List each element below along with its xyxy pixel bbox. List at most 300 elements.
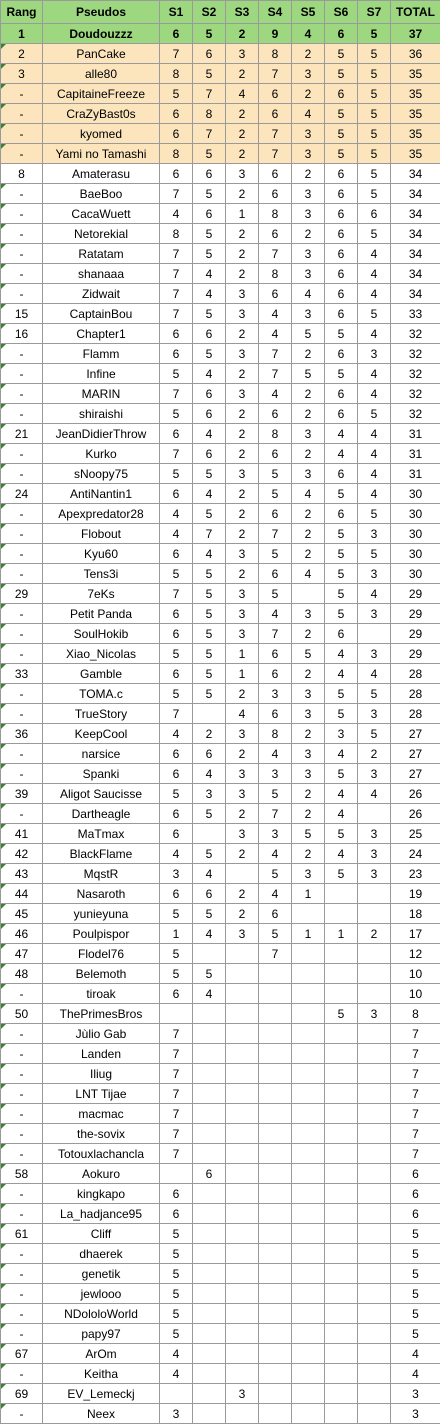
s2-cell	[193, 1244, 226, 1264]
pseudo-cell: Yami no Tamashi	[43, 144, 160, 164]
table-row	[1, 204, 440, 224]
pseudo-cell: Ratatam	[43, 244, 160, 264]
s2-cell: 6	[193, 1164, 226, 1184]
table-row	[1, 624, 440, 644]
table-row	[1, 1244, 440, 1264]
table-row	[1, 1224, 440, 1244]
pseudo-cell: Xiao_Nicolas	[43, 644, 160, 664]
s3-cell	[226, 1244, 259, 1264]
s3-cell: 2	[226, 744, 259, 764]
s6-cell: 4	[325, 444, 358, 464]
rank-cell: 69	[1, 1384, 43, 1404]
pseudo-cell: macmac	[43, 1104, 160, 1124]
s5-cell: 2	[292, 444, 325, 464]
s4-cell: 8	[259, 424, 292, 444]
s2-cell: 6	[193, 744, 226, 764]
rank-cell: 61	[1, 1224, 43, 1244]
pseudo-cell: Flobout	[43, 524, 160, 544]
table-row	[1, 64, 440, 84]
s7-cell: 4	[358, 584, 391, 604]
s7-cell: 5	[358, 164, 391, 184]
pseudo-cell: Kurko	[43, 444, 160, 464]
table-row	[1, 524, 440, 544]
s4-cell: 5	[259, 464, 292, 484]
s3-cell: 4	[226, 704, 259, 724]
s4-cell: 6	[259, 104, 292, 124]
total-cell: 35	[391, 144, 440, 164]
s1-cell: 6	[160, 424, 193, 444]
s7-cell: 5	[358, 24, 391, 44]
s3-cell: 3	[226, 764, 259, 784]
total-cell: 32	[391, 324, 440, 344]
rank-cell: 47	[1, 944, 43, 964]
s5-cell	[292, 1364, 325, 1384]
s5-cell: 3	[292, 264, 325, 284]
s5-cell	[292, 1284, 325, 1304]
s3-cell: 3	[226, 584, 259, 604]
s2-cell	[193, 1324, 226, 1344]
s6-cell: 5	[325, 484, 358, 504]
s1-cell: 5	[160, 364, 193, 384]
s4-cell: 8	[259, 204, 292, 224]
s7-cell	[358, 1244, 391, 1264]
s4-cell: 5	[259, 544, 292, 564]
s7-cell	[358, 984, 391, 1004]
s4-cell	[259, 1204, 292, 1224]
rank-cell: -	[1, 264, 43, 284]
s3-cell: 3	[226, 164, 259, 184]
pseudo-cell: Flodel76	[43, 944, 160, 964]
s2-cell	[193, 1184, 226, 1204]
s6-cell	[325, 1204, 358, 1224]
table-row	[1, 1104, 440, 1124]
pseudo-cell: Amaterasu	[43, 164, 160, 184]
table-row	[1, 644, 440, 664]
table-row	[1, 284, 440, 304]
s5-cell: 2	[292, 164, 325, 184]
pseudo-cell: NDololoWorld	[43, 1304, 160, 1324]
s6-cell: 5	[325, 764, 358, 784]
s7-cell: 3	[358, 764, 391, 784]
s6-cell: 6	[325, 184, 358, 204]
total-cell: 24	[391, 844, 440, 864]
rank-cell: 33	[1, 664, 43, 684]
s1-cell: 6	[160, 604, 193, 624]
s1-cell: 6	[160, 984, 193, 1004]
s1-cell: 5	[160, 1264, 193, 1284]
s5-cell: 4	[292, 284, 325, 304]
s2-cell: 5	[193, 144, 226, 164]
s5-cell	[292, 1244, 325, 1264]
s4-cell: 5	[259, 584, 292, 604]
s4-cell: 4	[259, 604, 292, 624]
s5-cell	[292, 904, 325, 924]
s5-cell: 4	[292, 484, 325, 504]
s7-cell: 2	[358, 744, 391, 764]
total-cell: 17	[391, 924, 440, 944]
s4-cell: 6	[259, 664, 292, 684]
s1-cell: 6	[160, 744, 193, 764]
s4-cell	[259, 1004, 292, 1024]
table-row	[1, 304, 440, 324]
pseudo-cell: La_hadjance95	[43, 1204, 160, 1224]
rank-cell: -	[1, 204, 43, 224]
s2-cell	[193, 1084, 226, 1104]
s3-cell: 1	[226, 664, 259, 684]
s6-cell: 5	[325, 704, 358, 724]
s5-cell: 4	[292, 24, 325, 44]
s6-cell: 6	[325, 164, 358, 184]
table-row	[1, 1204, 440, 1224]
s3-cell: 2	[226, 124, 259, 144]
table-row	[1, 244, 440, 264]
s3-cell	[226, 1224, 259, 1244]
s5-cell: 2	[292, 344, 325, 364]
s7-cell: 5	[358, 684, 391, 704]
pseudo-cell: Doudouzzz	[43, 24, 160, 44]
s4-cell	[259, 1284, 292, 1304]
pseudo-cell: JeanDidierThrow	[43, 424, 160, 444]
rank-cell: -	[1, 104, 43, 124]
header-s3: S3	[226, 1, 259, 24]
s5-cell	[292, 1304, 325, 1324]
pseudo-cell: Spanki	[43, 764, 160, 784]
s6-cell	[325, 1264, 358, 1284]
s3-cell: 2	[226, 524, 259, 544]
s5-cell: 2	[292, 844, 325, 864]
s5-cell	[292, 964, 325, 984]
s7-cell: 5	[358, 104, 391, 124]
rank-cell: -	[1, 764, 43, 784]
s1-cell: 1	[160, 924, 193, 944]
table-row	[1, 584, 440, 604]
table-row	[1, 944, 440, 964]
s2-cell: 4	[193, 544, 226, 564]
rank-cell: 67	[1, 1344, 43, 1364]
pseudo-cell: PanCake	[43, 44, 160, 64]
s5-cell: 4	[292, 104, 325, 124]
s2-cell	[193, 1124, 226, 1144]
s5-cell: 2	[292, 784, 325, 804]
rank-cell: -	[1, 124, 43, 144]
pseudo-cell: sNoopy75	[43, 464, 160, 484]
s6-cell	[325, 1224, 358, 1244]
s3-cell	[226, 984, 259, 1004]
s3-cell: 3	[226, 44, 259, 64]
s7-cell: 5	[358, 504, 391, 524]
s6-cell: 5	[325, 604, 358, 624]
s3-cell: 1	[226, 644, 259, 664]
total-cell: 26	[391, 804, 440, 824]
table-row	[1, 664, 440, 684]
s1-cell: 5	[160, 564, 193, 584]
pseudo-cell: Neex	[43, 1404, 160, 1424]
s7-cell: 4	[358, 664, 391, 684]
s4-cell: 7	[259, 344, 292, 364]
s3-cell	[226, 1164, 259, 1184]
rank-cell: -	[1, 544, 43, 564]
s3-cell	[226, 964, 259, 984]
s6-cell	[325, 1064, 358, 1084]
s7-cell	[358, 1204, 391, 1224]
s2-cell: 5	[193, 604, 226, 624]
rank-cell: -	[1, 284, 43, 304]
s3-cell	[226, 1404, 259, 1424]
s1-cell: 6	[160, 764, 193, 784]
pseudo-cell: Belemoth	[43, 964, 160, 984]
s6-cell	[325, 1284, 358, 1304]
rank-cell: 50	[1, 1004, 43, 1024]
s4-cell	[259, 1124, 292, 1144]
s1-cell: 6	[160, 1184, 193, 1204]
s7-cell: 2	[358, 924, 391, 944]
total-cell: 29	[391, 584, 440, 604]
pseudo-cell: jewlooo	[43, 1284, 160, 1304]
s6-cell	[325, 964, 358, 984]
total-cell: 5	[391, 1264, 440, 1284]
pseudo-cell: 7eKs	[43, 584, 160, 604]
s1-cell: 7	[160, 44, 193, 64]
table-body	[1, 24, 440, 1424]
table-row	[1, 484, 440, 504]
s3-cell: 3	[226, 1384, 259, 1404]
s6-cell: 4	[325, 424, 358, 444]
s6-cell	[325, 944, 358, 964]
s5-cell: 3	[292, 684, 325, 704]
table-row	[1, 124, 440, 144]
s5-cell: 3	[292, 764, 325, 784]
header-s1: S1	[160, 1, 193, 24]
s3-cell: 2	[226, 684, 259, 704]
table-row	[1, 864, 440, 884]
total-cell: 6	[391, 1184, 440, 1204]
s3-cell: 3	[226, 824, 259, 844]
rank-cell: -	[1, 84, 43, 104]
total-cell: 5	[391, 1284, 440, 1304]
s6-cell	[325, 884, 358, 904]
s2-cell	[193, 1104, 226, 1124]
s6-cell	[325, 1044, 358, 1064]
s2-cell: 8	[193, 104, 226, 124]
s5-cell	[292, 1064, 325, 1084]
s4-cell: 3	[259, 764, 292, 784]
s1-cell: 7	[160, 704, 193, 724]
table-row	[1, 324, 440, 344]
s1-cell: 5	[160, 404, 193, 424]
s3-cell: 2	[226, 884, 259, 904]
table-row	[1, 884, 440, 904]
rank-cell: -	[1, 704, 43, 724]
s7-cell: 5	[358, 124, 391, 144]
rank-cell: -	[1, 364, 43, 384]
table-row	[1, 24, 440, 44]
table-row	[1, 104, 440, 124]
table-row	[1, 444, 440, 464]
table-row	[1, 364, 440, 384]
total-cell: 27	[391, 724, 440, 744]
s7-cell: 3	[358, 824, 391, 844]
s5-cell: 5	[292, 824, 325, 844]
s3-cell	[226, 1004, 259, 1024]
s6-cell: 5	[325, 1004, 358, 1024]
s1-cell: 6	[160, 164, 193, 184]
s4-cell: 7	[259, 124, 292, 144]
s2-cell: 6	[193, 884, 226, 904]
s1-cell: 4	[160, 844, 193, 864]
table-row	[1, 764, 440, 784]
s7-cell: 4	[358, 264, 391, 284]
s6-cell	[325, 1104, 358, 1124]
pseudo-cell: EV_Lemeckj	[43, 1384, 160, 1404]
total-cell: 31	[391, 444, 440, 464]
table-row	[1, 504, 440, 524]
rank-cell: 2	[1, 44, 43, 64]
s1-cell: 7	[160, 264, 193, 284]
table-row	[1, 1284, 440, 1304]
pseudo-cell: MaTmax	[43, 824, 160, 844]
s6-cell: 5	[325, 564, 358, 584]
table-row	[1, 1024, 440, 1044]
s6-cell: 3	[325, 724, 358, 744]
s3-cell	[226, 944, 259, 964]
s1-cell: 5	[160, 1304, 193, 1324]
pseudo-cell: Gamble	[43, 664, 160, 684]
s7-cell	[358, 1264, 391, 1284]
s1-cell: 7	[160, 1104, 193, 1124]
s6-cell: 6	[325, 384, 358, 404]
s3-cell	[226, 1264, 259, 1284]
s7-cell: 5	[358, 304, 391, 324]
table-row	[1, 784, 440, 804]
pseudo-cell: Aokuro	[43, 1164, 160, 1184]
s2-cell: 5	[193, 64, 226, 84]
s6-cell	[325, 1364, 358, 1384]
s7-cell: 4	[358, 484, 391, 504]
s3-cell: 2	[226, 844, 259, 864]
s7-cell: 3	[358, 604, 391, 624]
s3-cell: 2	[226, 424, 259, 444]
s4-cell: 6	[259, 504, 292, 524]
s4-cell	[259, 1184, 292, 1204]
s3-cell: 2	[226, 564, 259, 584]
rank-cell: -	[1, 1144, 43, 1164]
s1-cell: 5	[160, 1284, 193, 1304]
table-row	[1, 1304, 440, 1324]
s6-cell	[325, 1344, 358, 1364]
pseudo-cell: AntiNantin1	[43, 484, 160, 504]
s5-cell: 3	[292, 64, 325, 84]
s5-cell: 1	[292, 884, 325, 904]
s7-cell: 4	[358, 244, 391, 264]
total-cell: 30	[391, 544, 440, 564]
s4-cell	[259, 1404, 292, 1424]
pseudo-cell: ThePrimesBros	[43, 1004, 160, 1024]
s7-cell	[358, 1284, 391, 1304]
rank-cell: 36	[1, 724, 43, 744]
table-row	[1, 564, 440, 584]
rank-cell: 58	[1, 1164, 43, 1184]
total-cell: 7	[391, 1144, 440, 1164]
s6-cell	[325, 1244, 358, 1264]
s4-cell: 4	[259, 324, 292, 344]
s7-cell	[358, 1184, 391, 1204]
s3-cell	[226, 1064, 259, 1084]
s4-cell: 9	[259, 24, 292, 44]
s5-cell: 3	[292, 464, 325, 484]
total-cell: 32	[391, 364, 440, 384]
s6-cell: 6	[325, 464, 358, 484]
table-row	[1, 1164, 440, 1184]
table-row	[1, 344, 440, 364]
s4-cell: 6	[259, 904, 292, 924]
rank-cell: 43	[1, 864, 43, 884]
total-cell: 25	[391, 824, 440, 844]
s2-cell: 5	[193, 344, 226, 364]
s6-cell: 6	[325, 244, 358, 264]
s3-cell: 4	[226, 84, 259, 104]
s6-cell: 5	[325, 144, 358, 164]
s4-cell: 8	[259, 724, 292, 744]
s7-cell	[358, 1064, 391, 1084]
total-cell: 31	[391, 464, 440, 484]
s2-cell	[193, 1204, 226, 1224]
s3-cell	[226, 1364, 259, 1384]
total-cell: 34	[391, 224, 440, 244]
s5-cell: 3	[292, 424, 325, 444]
s7-cell: 4	[358, 464, 391, 484]
s3-cell: 2	[226, 504, 259, 524]
rank-cell: -	[1, 1304, 43, 1324]
table-row	[1, 604, 440, 624]
s7-cell	[358, 1144, 391, 1164]
pseudo-cell: Netorekial	[43, 224, 160, 244]
s1-cell: 3	[160, 1404, 193, 1424]
s5-cell: 2	[292, 724, 325, 744]
s3-cell	[226, 1344, 259, 1364]
s1-cell: 6	[160, 624, 193, 644]
s5-cell: 2	[292, 44, 325, 64]
total-cell: 30	[391, 504, 440, 524]
s7-cell: 5	[358, 184, 391, 204]
total-cell: 35	[391, 64, 440, 84]
s5-cell: 4	[292, 564, 325, 584]
s6-cell: 5	[325, 64, 358, 84]
total-cell: 27	[391, 764, 440, 784]
s2-cell: 7	[193, 524, 226, 544]
total-cell: 7	[391, 1024, 440, 1044]
s6-cell: 6	[325, 24, 358, 44]
pseudo-cell: BlackFlame	[43, 844, 160, 864]
s3-cell	[226, 1144, 259, 1164]
s2-cell: 7	[193, 84, 226, 104]
s7-cell	[358, 1124, 391, 1144]
rank-cell: -	[1, 624, 43, 644]
s6-cell: 5	[325, 364, 358, 384]
s5-cell	[292, 1224, 325, 1244]
s6-cell: 5	[325, 864, 358, 884]
s2-cell: 5	[193, 184, 226, 204]
s5-cell	[292, 1404, 325, 1424]
rank-cell: -	[1, 644, 43, 664]
s2-cell: 6	[193, 44, 226, 64]
s4-cell: 7	[259, 524, 292, 544]
s6-cell	[325, 1404, 358, 1424]
s5-cell: 2	[292, 404, 325, 424]
s6-cell: 5	[325, 44, 358, 64]
s4-cell: 4	[259, 744, 292, 764]
total-cell: 29	[391, 624, 440, 644]
s7-cell: 3	[358, 524, 391, 544]
